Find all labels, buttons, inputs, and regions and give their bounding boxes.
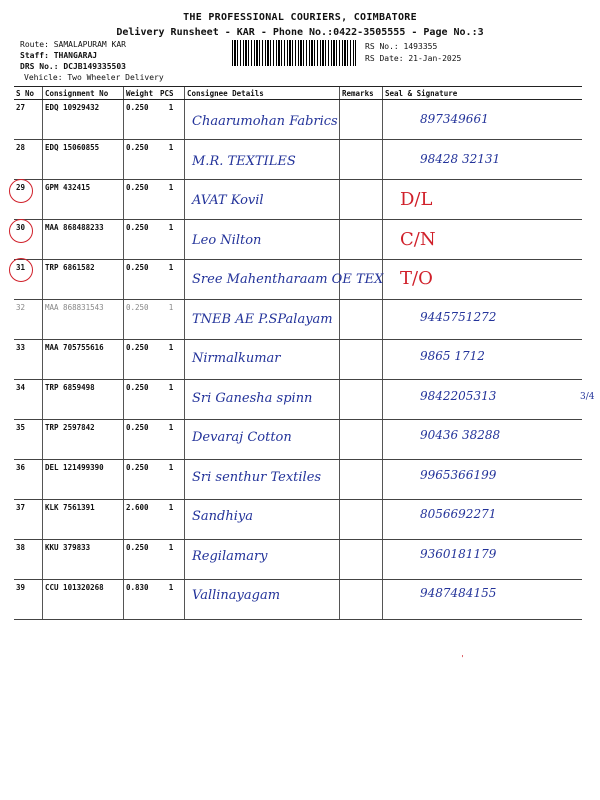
col-consignee: Consignee Details [185,87,340,100]
consignment-cell: MAA 868488233 [43,220,124,260]
sno-cell: 39 [14,580,43,620]
route-line [20,40,126,49]
red-circle-mark [9,258,33,282]
pcs-cell: 1 [158,540,185,580]
rs-no-label: RS No.: [365,42,399,51]
staff-label: Staff: [20,51,49,60]
rs-no-value: 1493355 [403,42,438,51]
consignee-handwriting: M.R. TEXTILES [192,153,296,169]
sno-cell: 30 [14,220,43,260]
status-remark: D/L [400,189,433,210]
drs-value: DCJB149335503 [63,62,126,71]
status-remark: C/N [400,228,436,250]
consignee-handwriting: Sri Ganesha spinn [192,390,313,406]
pcs-cell: 1 [158,300,185,340]
company-title: THE PROFESSIONAL COURIERS, COIMBATORE [183,12,417,23]
table-row [14,500,582,540]
remarks-cell [340,340,383,380]
table-row [14,220,582,260]
weight-cell: 0.250 [124,380,159,420]
runsheet-table [14,86,582,620]
consignment-cell: KLK 7561391 [43,500,124,540]
pcs-cell: 1 [158,580,185,620]
vehicle-line [24,73,164,82]
consignment-cell: EDQ 10929432 [43,100,124,140]
weight-cell: 0.250 [124,340,159,380]
pcs-cell: 1 [158,180,185,220]
consignment-cell: MAA 705755616 [43,340,124,380]
consignment-cell: DEL 121499390 [43,460,124,500]
consignee-handwriting: Chaarumohan Fabrics [192,114,338,129]
drs-line [20,62,126,71]
consignment-cell: TRP 2597842 [43,420,124,460]
consignee-handwriting: Sree Mahentharaam OE TEX [192,272,384,287]
pcs-cell: 1 [158,260,185,300]
consignee-handwriting: Devaraj Cotton [192,430,292,445]
pcs-cell: 1 [158,220,185,260]
red-circle-mark [9,219,33,243]
signature-handwriting: 90436 38288 [420,428,501,442]
margin-mark: 3/4 [580,392,595,402]
sno-cell: 28 [14,140,43,180]
table-row [14,540,582,580]
status-remark: T/O [400,268,433,289]
rs-no-line [365,42,437,51]
red-circle-mark [9,179,33,203]
route-label: Route: [20,40,49,49]
weight-cell: 0.250 [124,260,159,300]
weight-cell: 0.250 [124,180,159,220]
pcs-cell: 1 [158,460,185,500]
remarks-cell [340,540,383,580]
consignee-handwriting: Leo Nilton [192,232,262,248]
consignment-cell: TRP 6861582 [43,260,124,300]
signature-handwriting: 9487484155 [420,586,497,600]
remarks-cell [340,220,383,260]
vehicle-label: Vehicle: [24,73,63,82]
pcs-cell: 1 [158,100,185,140]
col-pcs: PCS [158,87,185,100]
col-consignment: Consignment No [43,87,124,100]
sno-cell: 36 [14,460,43,500]
sno-cell: 29 [14,180,43,220]
weight-cell: 0.250 [124,140,159,180]
pcs-cell: 1 [158,420,185,460]
col-signature: Seal & Signature [383,87,583,100]
weight-cell: 0.830 [124,580,159,620]
remarks-cell [340,500,383,540]
weight-cell: 0.250 [124,420,159,460]
weight-cell: 0.250 [124,220,159,260]
signature-handwriting: 9865 1712 [420,349,485,363]
drs-label: DRS No.: [20,62,59,71]
rs-date-value: 21-Jan-2025 [408,54,462,63]
sno-cell: 38 [14,540,43,580]
staff-value: THANGARAJ [53,51,98,60]
consignment-cell: CCU 101320268 [43,580,124,620]
signature-handwriting: 9360181179 [420,546,497,561]
consignment-cell: GPM 432415 [43,180,124,220]
consignee-handwriting: Sri senthur Textiles [192,469,322,485]
pcs-cell: 1 [158,500,185,540]
signature-handwriting: 9965366199 [420,467,497,482]
sno-cell: 27 [14,100,43,140]
remarks-cell [340,380,383,420]
barcode [232,40,356,66]
signature-handwriting: 897349661 [420,112,489,126]
signature-handwriting: 98428 32131 [420,151,501,166]
signature-handwriting: 8056692271 [420,507,497,521]
consignee-handwriting: Nirmalkumar [192,351,281,366]
col-sno: S No [14,87,43,100]
vehicle-value: Two Wheeler Delivery [67,73,164,82]
remarks-cell [340,580,383,620]
sno-cell: 33 [14,340,43,380]
col-remarks: Remarks [340,87,383,100]
rs-date-line [365,54,461,63]
sno-cell: 31 [14,260,43,300]
pcs-cell: 1 [158,340,185,380]
weight-cell: 0.250 [124,100,159,140]
consignment-cell: EDQ 15060855 [43,140,124,180]
consignee-handwriting: Sandhiya [192,509,253,524]
remarks-cell [340,100,383,140]
signature-handwriting: 9842205313 [420,388,497,403]
signature-handwriting: 9445751272 [420,309,497,324]
sno-cell: 32 [14,300,43,340]
sno-cell: 34 [14,380,43,420]
staff-line [20,51,97,60]
remarks-cell [340,300,383,340]
ink-dot: ꞌ [460,654,465,663]
sno-cell: 37 [14,500,43,540]
runsheet-title: Delivery Runsheet - KAR - Phone No.:0422-3505555 - Page No.:3 [116,27,484,38]
consignee-handwriting: AVAT Kovil [192,193,264,208]
consignee-handwriting: TNEB AE P.SPalayam [192,311,333,327]
remarks-cell [340,460,383,500]
remarks-cell [340,140,383,180]
table-row [14,340,582,380]
consignee-handwriting: Regilamary [192,548,268,564]
remarks-cell [340,180,383,220]
weight-cell: 0.250 [124,540,159,580]
table-header-row [14,87,582,100]
pcs-cell: 1 [158,380,185,420]
weight-cell: 2.600 [124,500,159,540]
sno-cell: 35 [14,420,43,460]
consignment-cell: KKU 379833 [43,540,124,580]
table-row [14,580,582,620]
weight-cell: 0.250 [124,460,159,500]
col-weight: Weight [124,87,159,100]
weight-cell: 0.250 [124,300,159,340]
pcs-cell: 1 [158,140,185,180]
consignee-handwriting: Vallinayagam [192,588,281,603]
consignment-cell: MAA 868831543 [43,300,124,340]
consignment-cell: TRP 6859498 [43,380,124,420]
remarks-cell [340,420,383,460]
route-value: SAMALAPURAM KAR [53,40,126,49]
table-row [14,180,582,220]
rs-date-label: RS Date: [365,54,404,63]
